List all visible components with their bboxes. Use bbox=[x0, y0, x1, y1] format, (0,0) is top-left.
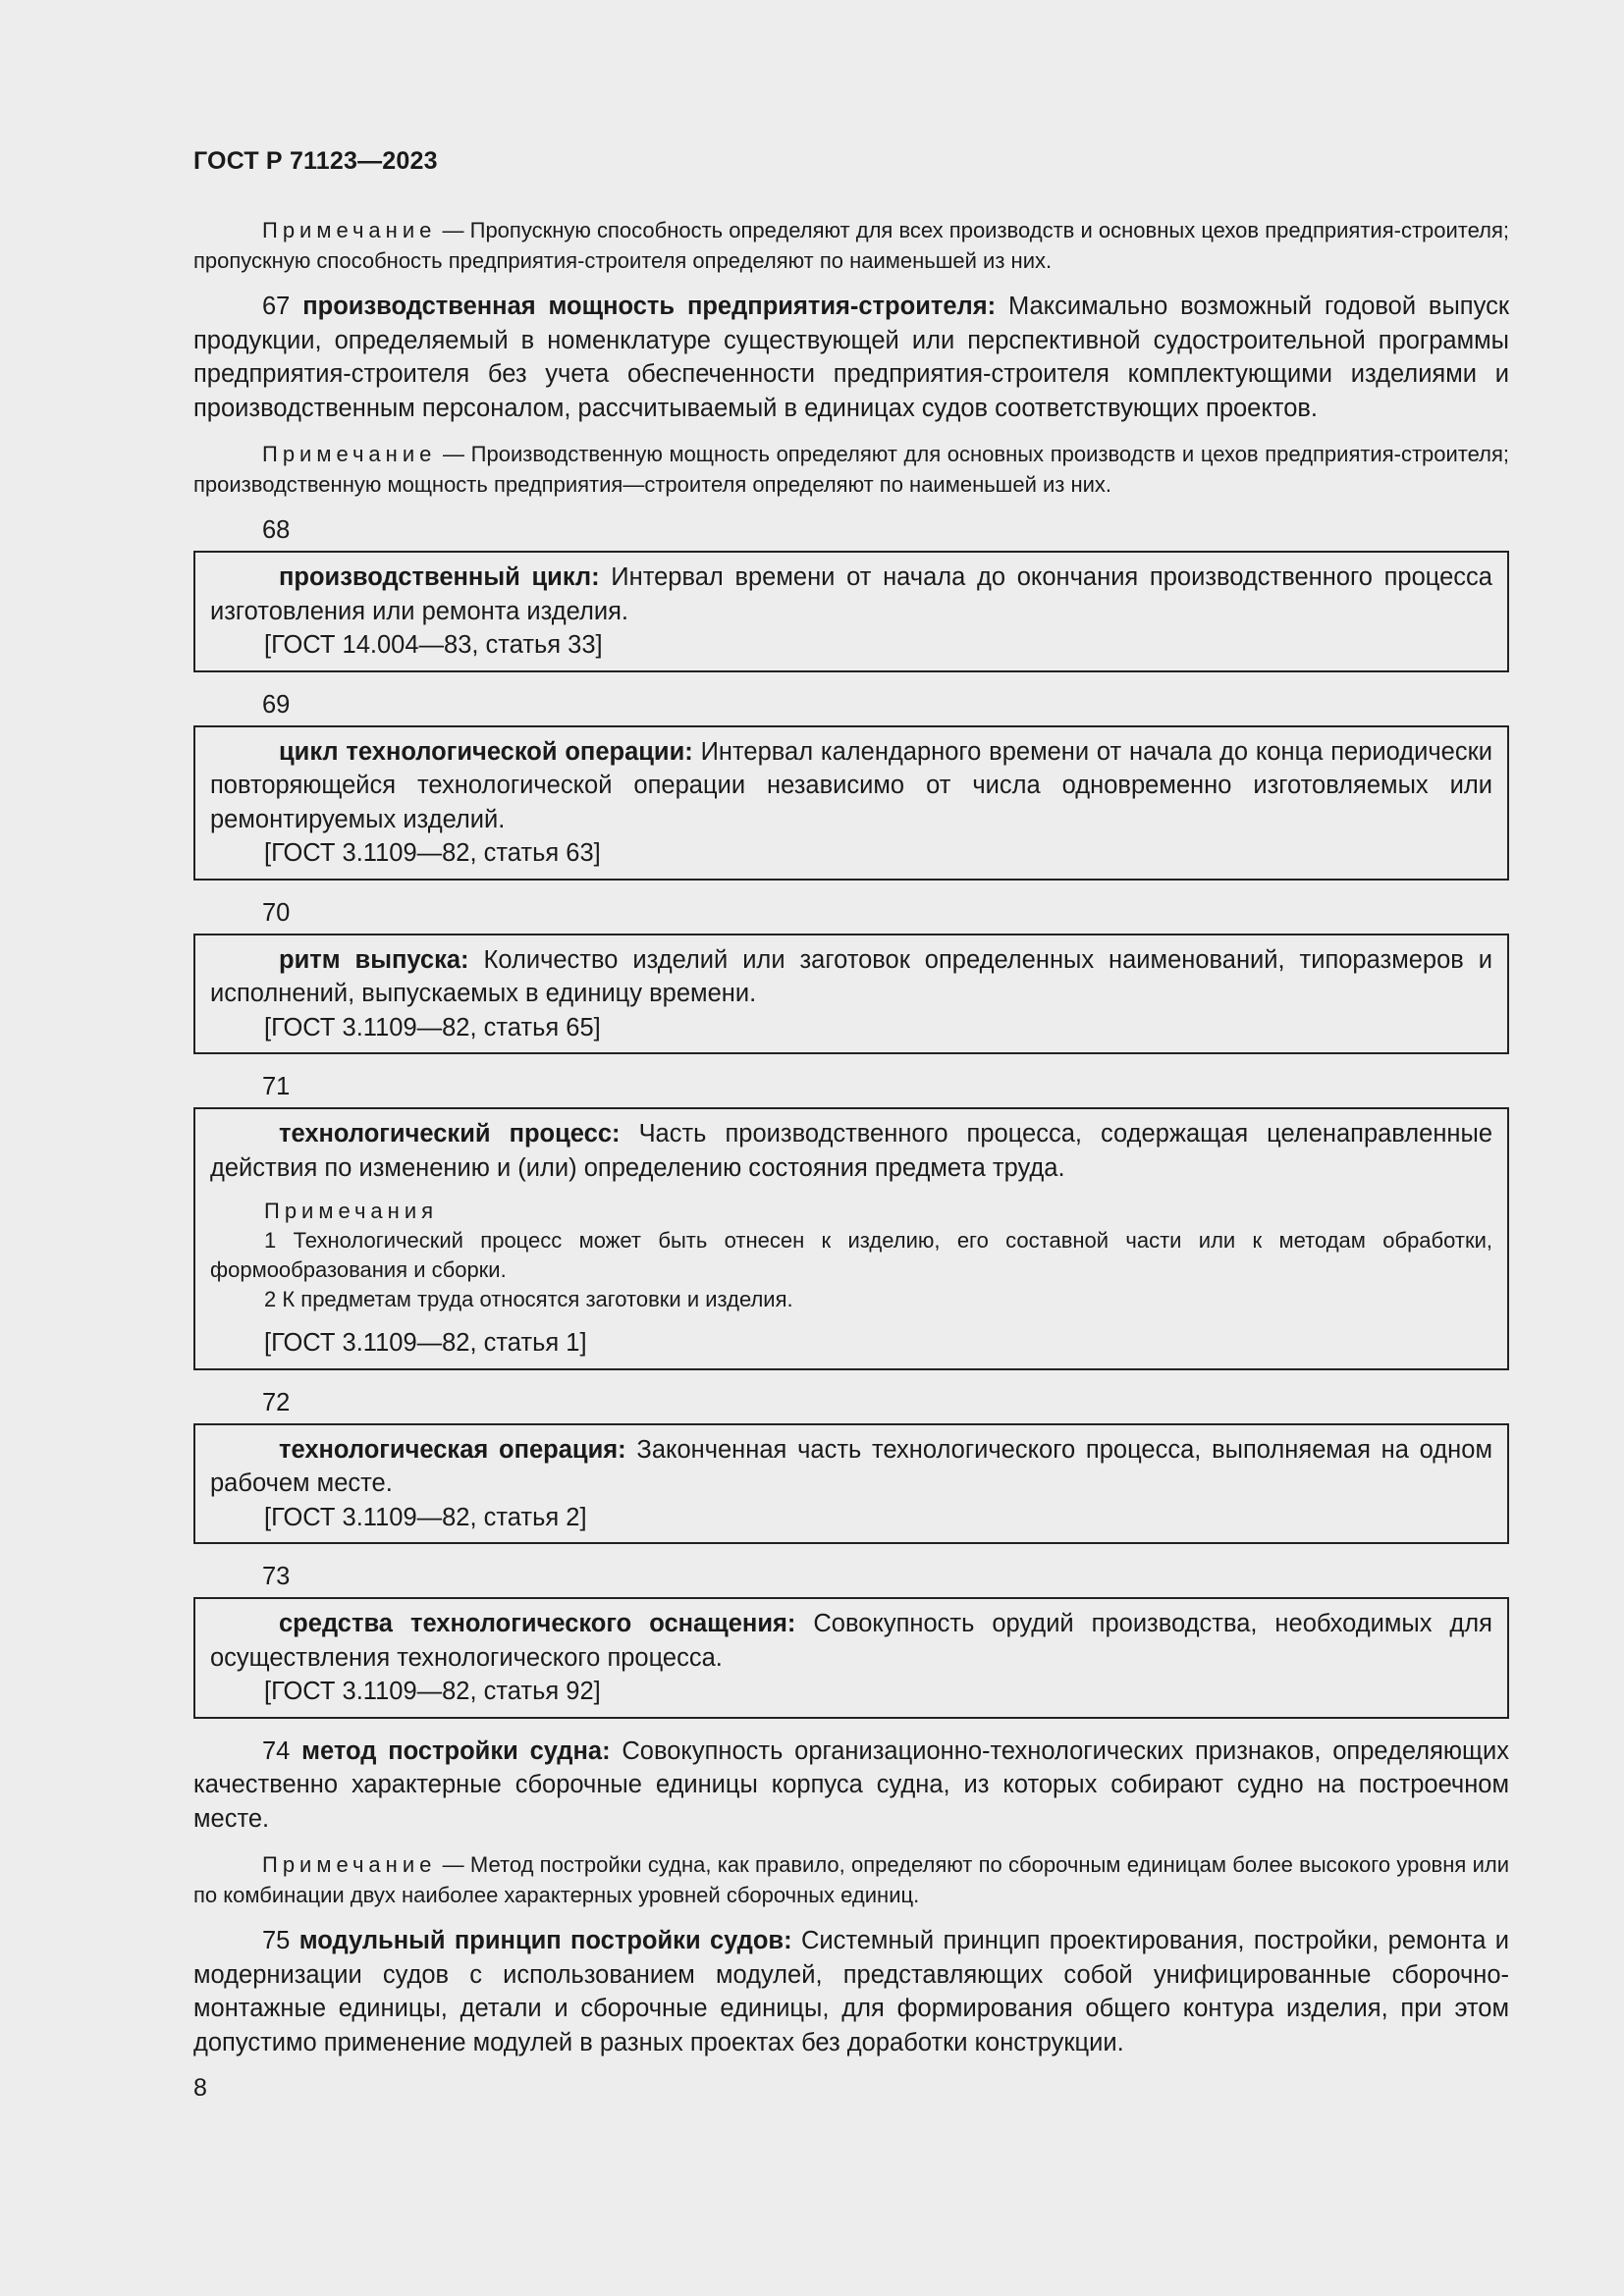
entry-70 bbox=[210, 943, 1492, 1011]
note-text: Пропускную способность определяют для всех производств и основных цехов предприятия-строителя; пропускную способность предприятия-строителя определяют по наименьшей из них. bbox=[193, 218, 1509, 273]
note-item-1: 1 Технологический процесс может быть отнесен к изделию, его составной части или к методам обработки, формообразования и сборки. bbox=[210, 1228, 1492, 1282]
entry-reference: [ГОСТ 3.1109—82, статья 63] bbox=[264, 839, 601, 867]
entry-definition: Количество изделий или заготовок определенных наименований, типоразмеров и исполнений, выпускаемых в единицу времени. bbox=[210, 945, 1492, 1007]
entry-definition: Максимально возможный годовой выпуск продукции, определяемый в номенклатуре существующей или перспективной судостроительной программы предприятия-строителя без учета обеспеченности предприятия-строителя комплектующими изделиями и производственным персоналом, рассчитываемый в единицах судов соответствующих проектов. bbox=[193, 293, 1509, 422]
note-text: Производственную мощность определяют для основных производств и цехов предприятия-строителя; производственную мощность предприятия—строителя определяют по наименьшей из них. bbox=[193, 442, 1509, 497]
note-item-2: 2 К предметам труда относятся заготовки и изделия. bbox=[264, 1287, 793, 1311]
note-67 bbox=[193, 439, 1509, 500]
entry-definition: Интервал календарного времени от начала до конца периодически повторяющейся технологической операции независимо от числа одновременно изготовляемых или ремонтируемых изделий. bbox=[210, 737, 1492, 833]
entry-reference: [ГОСТ 3.1109—82, статья 1] bbox=[264, 1329, 587, 1357]
entry-definition: Совокупность организационно-технологических признаков, определяющих качественно характерные сборочные единицы корпуса судна, из которых собирают судно на построечном месте. bbox=[193, 1736, 1509, 1833]
entry-term: средства технологического оснащения: bbox=[279, 1610, 796, 1637]
entry-box-68 bbox=[193, 551, 1509, 672]
entry-definition: Часть производственного процесса, содержащая целенаправленные действия по изменению и (или) определению состояния предмета труда. bbox=[210, 1120, 1493, 1182]
entry-number-69: 69 bbox=[262, 690, 291, 719]
entry-73 bbox=[210, 1607, 1492, 1675]
document-page bbox=[193, 147, 1509, 2073]
entry-term: технологическая операция: bbox=[279, 1435, 626, 1464]
entry-term: метод постройки судна: bbox=[301, 1736, 611, 1765]
note-text: Метод постройки судна, как правило, определяют по сборочным единицам более высокого уровня или по комбинации двух наиболее характерных уровней сборочных единиц. bbox=[193, 1852, 1509, 1907]
note-dash: — bbox=[442, 218, 464, 242]
entry-number: 74 bbox=[262, 1736, 291, 1765]
document-id: ГОСТ Р 71123—2023 bbox=[193, 147, 438, 175]
entry-term: производственная мощность предприятия-строителя: bbox=[302, 293, 997, 320]
notes-label: Примечания bbox=[264, 1199, 439, 1223]
note-label: Примечание bbox=[262, 442, 437, 466]
entry-72 bbox=[210, 1433, 1492, 1501]
note-dash: — bbox=[442, 1852, 464, 1877]
entry-reference: [ГОСТ 3.1109—82, статья 65] bbox=[264, 1013, 601, 1041]
entry-reference: [ГОСТ 14.004—83, статья 33] bbox=[264, 631, 603, 659]
entry-definition: Законченная часть технологического процесса, выполняемая на одном рабочем месте. bbox=[210, 1435, 1492, 1497]
entry-definition: Интервал времени от начала до окончания производственного процесса изготовления или ремонта изделия. bbox=[210, 563, 1492, 625]
entry-number-68: 68 bbox=[262, 516, 291, 544]
entry-reference: [ГОСТ 3.1109—82, статья 92] bbox=[264, 1678, 601, 1705]
entry-number: 67 bbox=[262, 293, 291, 320]
entry-term: производственный цикл: bbox=[279, 563, 600, 591]
entry-box-72 bbox=[193, 1423, 1509, 1545]
entry-box-70 bbox=[193, 934, 1509, 1055]
entry-67 bbox=[193, 290, 1509, 425]
entry-definition: Системный принцип проектирования, постройки, ремонта и модернизации судов с использованием модулей, представляющих собой унифицированные сборочно-монтажные единицы, детали и сборочные единицы, для формирования общего контура изделия, при этом допустимо применение модулей в разных проектах без доработки конструкции. bbox=[193, 1927, 1509, 2056]
entry-box-69 bbox=[193, 725, 1509, 881]
entry-number-72: 72 bbox=[262, 1388, 291, 1416]
entry-74 bbox=[193, 1735, 1509, 1837]
entry-box-71 bbox=[193, 1107, 1509, 1370]
note-label: Примечание bbox=[262, 218, 437, 242]
entry-68 bbox=[210, 561, 1492, 628]
note-74 bbox=[193, 1849, 1509, 1910]
entry-number-70: 70 bbox=[262, 898, 291, 927]
note-dash: — bbox=[443, 442, 464, 466]
entry-term: цикл технологической операции: bbox=[279, 737, 693, 766]
page-number: 8 bbox=[193, 2074, 207, 2102]
entry-term: модульный принцип постройки судов: bbox=[298, 1927, 792, 1954]
entry-reference: [ГОСТ 3.1109—82, статья 2] bbox=[264, 1503, 587, 1531]
entry-term: технологический процесс: bbox=[279, 1120, 621, 1148]
entry-box-73 bbox=[193, 1597, 1509, 1719]
entry-number-73: 73 bbox=[262, 1563, 291, 1590]
entry-term: ритм выпуска: bbox=[279, 945, 469, 974]
entry-75 bbox=[193, 1924, 1509, 2059]
entry-number-71: 71 bbox=[262, 1073, 291, 1100]
entry-number: 75 bbox=[262, 1927, 291, 1954]
note-top bbox=[193, 215, 1509, 276]
note-label: Примечание bbox=[262, 1852, 437, 1877]
entry-definition: Совокупность орудий производства, необходимых для осуществления технологического процесса. bbox=[210, 1610, 1492, 1672]
entry-71 bbox=[210, 1117, 1492, 1185]
entry-69 bbox=[210, 735, 1492, 837]
